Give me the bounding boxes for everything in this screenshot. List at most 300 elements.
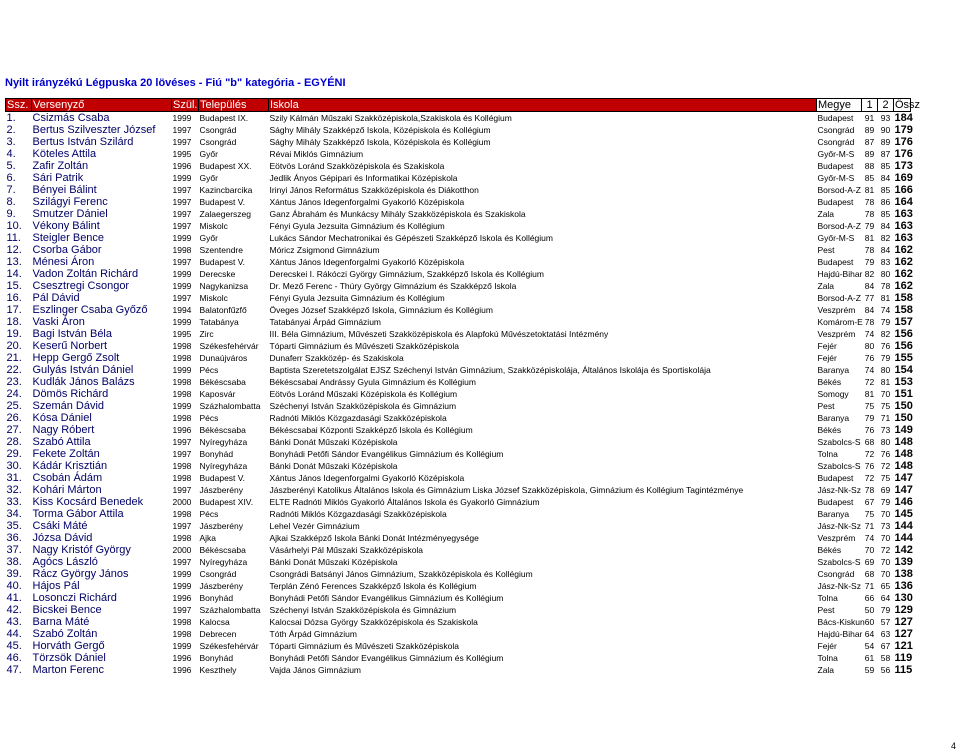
round-2-score: 85 [880,160,891,171]
round-2-score: 73 [880,521,891,532]
city: Budapest V. [199,256,246,267]
school-name: Xántus János Idegenforgalmi Gyakorló Középiskola [269,256,465,267]
table-row [6,653,911,665]
county: Budapest [817,497,854,507]
county: Veszprém [817,328,856,339]
round-2-score: 83 [880,256,891,267]
rank-cell: 11. [6,231,21,244]
county: Pest [817,400,835,411]
birth-year: 1997 [172,256,192,267]
city: Győr [199,232,218,243]
table-row [6,521,911,533]
header-line-1: 2014/2015. TANÉVI [429,1,531,13]
city: Balatonfűzfő [199,304,247,315]
round-1-score: 59 [864,665,875,676]
round-1-score: 76 [864,352,875,363]
total-score: 166 [894,183,913,196]
county: Fejér [817,352,837,363]
city: Pécs [199,364,219,375]
header-megye: Megye [817,99,862,112]
round-2-score: 84 [880,220,891,231]
total-score: 146 [894,496,913,508]
header-versenyzo: Versenyző [32,99,172,112]
total-score: 138 [894,568,913,581]
results-body [6,112,911,677]
rank-cell: 3. [6,135,16,148]
competitor-name: Eszlinger Csaba Győző [32,303,148,316]
city: Nyíregyháza [199,460,248,471]
rank-cell: 1. [6,111,16,124]
rank-cell: 13. [6,255,22,268]
header-line-4: Ács, 2014. november 08. [416,38,544,51]
competitor-name: Keserű Norbert [32,339,108,352]
county: Borsod-A-Z [817,292,861,303]
competitor-name: Csesztregi Csongor [32,279,130,292]
round-2-score: 89 [880,136,891,147]
city: Budapest V. [199,196,246,207]
rank-cell: 30. [6,459,22,472]
city: Pécs [199,412,219,423]
table-row [6,557,911,569]
competitor-name: Szilágyi Ferenc [32,195,108,208]
table-row [6,460,911,472]
school-name: Ganz Ábrahám és Munkácsy Mihály Szakközépiskola és Szakiskola [269,208,526,219]
round-1-score: 71 [864,521,875,532]
school-name: Sághy Mihály Szakképző Iskola, Középiskola és Kollégium [269,136,491,147]
school-name: Vajda János Gimnázium [269,665,361,676]
competitor-name: Bertus István Szilárd [32,135,134,148]
competitor-name: Bertus Szilveszter József [32,123,156,136]
city: Jászberény [199,581,243,592]
competitor-name: Dömös Richárd [32,387,109,400]
table-row [6,388,911,400]
table-row [6,268,911,280]
school-name: Eötvös Loránd Műszaki Középiskola és Kollégium [269,388,458,399]
round-1-score: 74 [864,328,875,339]
total-score: 142 [894,544,913,557]
school-name: Bonyhádi Petőfi Sándor Evangélikus Gimnázium és Kollégium [269,593,504,604]
round-1-score: 70 [864,545,875,556]
county: Budapest [817,112,854,123]
rank-cell: 36. [6,532,22,545]
rank-cell: 21. [6,351,22,364]
county: Zala [817,280,835,291]
county: Zala [817,665,835,676]
birth-year: 1997 [172,208,192,219]
birth-year: 1999 [172,172,192,183]
round-2-score: 79 [880,316,891,327]
competitor-name: Zafir Zoltán [32,159,89,172]
round-1-score: 72 [864,376,875,387]
county: Zala [817,208,835,219]
rank-cell: 14. [6,267,22,280]
table-row [6,328,911,340]
competitor-name: Marton Ferenc [32,664,105,677]
birth-year: 1998 [172,472,192,483]
total-score: 147 [894,483,913,496]
rank-cell: 4. [6,147,16,160]
round-2-score: 74 [880,304,891,315]
total-score: 162 [894,243,913,256]
birth-year: 1997 [172,292,192,303]
total-score: 162 [894,279,913,292]
county: Győr-M-S [817,148,855,159]
total-score: 149 [894,423,913,436]
birth-year: 1997 [172,557,192,568]
county: Csongrád [817,136,855,147]
city: Ajka [199,533,217,544]
total-score: 173 [894,159,913,172]
rank-cell: 27. [6,423,22,436]
total-score: 127 [894,628,913,641]
county: Budapest [817,256,854,267]
city: Győr [199,172,218,183]
birth-year: 1999 [172,581,192,592]
total-score: 119 [894,652,913,665]
school-name: Bánki Donát Műszaki Középiskola [269,460,398,471]
table-row [6,208,911,220]
birth-year: 1996 [172,665,192,676]
round-1-score: 75 [864,400,875,411]
total-score: 145 [894,508,913,521]
county: Baranya [817,412,850,423]
competitor-name: Agócs László [32,556,98,569]
county: Békés [817,424,842,435]
city: Budapest XIV. [199,497,254,507]
competitor-name: Horváth Gergő [32,640,105,653]
round-2-score: 70 [880,533,891,544]
round-1-score: 84 [864,280,875,291]
round-1-score: 84 [864,304,875,315]
school-name: Tatabányai Árpád Gimnázium [269,316,382,327]
birth-year: 1999 [172,268,192,279]
school-name: Tóparti Gimnázium és Művészeti Szakközépiskola [269,340,459,351]
city: Kazincbarcika [199,184,253,195]
total-score: 158 [894,291,913,304]
round-1-score: 72 [864,448,875,459]
school-name: Eötvös Loránd Szakközépiskola és Szakiskola [269,160,445,171]
round-1-score: 60 [864,617,875,628]
school-name: ELTE Radnóti Miklós Gyakorló Általános Iskola és Gyakorló Gimnázium [269,497,540,507]
competitor-name: Csizmás Csaba [32,111,110,124]
county: Fejér [817,340,837,351]
table-row [6,340,911,352]
county: Pest [817,605,835,616]
round-2-score: 64 [880,593,891,604]
rank-cell: 10. [6,219,22,232]
rank-cell: 25. [6,399,22,412]
city: Miskolc [199,220,228,231]
table-row [6,629,911,641]
county: Tolna [817,653,838,664]
table-row [6,436,911,448]
city: Jászberény [199,521,243,532]
round-1-score: 76 [864,460,875,471]
rank-cell: 33. [6,496,22,508]
round-2-score: 84 [880,172,891,183]
competitor-name: Kudlák János Balázs [32,375,135,388]
table-row [6,400,911,412]
rank-cell: 37. [6,544,22,557]
county: Fejér [817,641,837,652]
birth-year: 1994 [172,304,192,315]
birth-year: 1999 [172,232,192,243]
round-1-score: 91 [864,112,875,123]
county: Budapest [817,196,854,207]
round-1-score: 77 [864,292,875,303]
round-2-score: 72 [880,545,891,556]
round-1-score: 68 [864,569,875,580]
total-score: 156 [894,339,913,352]
round-1-score: 78 [864,244,875,255]
rank-cell: 47. [6,664,22,677]
round-1-score: 81 [864,184,875,195]
round-2-score: 87 [880,148,891,159]
city: Bonyhád [199,653,234,664]
rank-cell: 43. [6,616,22,629]
table-row [6,184,911,196]
total-score: 154 [894,363,913,376]
table-row [6,292,911,304]
county: Tolna [817,593,838,604]
city: Százhalombatta [199,605,261,616]
header-line-2: SPORTLÖVŐ DIÁKOLIMPIA® [401,13,559,26]
county: Hajdú-Bihar [817,629,863,640]
round-1-score: 81 [864,388,875,399]
county: Szabolcs-S [817,436,861,447]
table-row [6,665,911,677]
city: Nyíregyháza [199,557,248,568]
school-name: Fényi Gyula Jezsuita Gimnázium és Kollégium [269,220,445,231]
total-score: 144 [894,532,913,545]
round-1-score: 78 [864,484,875,495]
rank-cell: 41. [6,592,22,605]
table-row [6,497,911,509]
birth-year: 1999 [172,400,192,411]
round-1-score: 81 [864,232,875,243]
competitor-name: Ménesi Áron [32,255,95,268]
round-1-score: 76 [864,424,875,435]
birth-year: 1997 [172,184,192,195]
school-name: Derecskei I. Rákóczi György Gimnázium, Szakképző Iskola és Kollégium [269,268,544,279]
school-name: Széchenyi István Szakközépiskola és Gimnázium [269,605,457,616]
table-row [6,424,911,436]
county: Jász-Nk-Sz [817,581,861,592]
school-name: Sághy Mihály Szakképző Iskola, Középiskola és Kollégium [269,124,491,135]
header-ssz: Ssz. [6,99,32,112]
total-score: 162 [894,267,913,280]
round-1-score: 79 [864,220,875,231]
round-1-score: 78 [864,316,875,327]
total-score: 148 [894,435,913,448]
school-name: Fényi Gyula Jezsuita Gimnázium és Kollégium [269,292,445,303]
table-row [6,581,911,593]
round-2-score: 69 [880,484,891,495]
city: Bonyhád [199,593,234,604]
total-score: 169 [894,171,913,184]
city: Békéscsaba [199,424,246,435]
total-score: 121 [894,640,913,653]
total-score: 151 [894,387,913,400]
birth-year: 1997 [172,220,192,231]
county: Baranya [817,509,850,520]
birth-year: 2000 [172,497,192,507]
round-2-score: 86 [880,196,891,207]
city: Kalocsa [199,617,230,628]
rank-cell: 24. [6,387,22,400]
school-name: Tóparti Gimnázium és Művészeti Szakközépiskola [269,641,459,652]
table-row [6,617,911,629]
birth-year: 1998 [172,533,192,544]
school-name: Terplán Zénó Ferences Szakképző Iskola és Kollégium [269,581,477,592]
city: Zirc [199,328,214,339]
birth-year: 1998 [172,376,192,387]
table-row [6,376,911,388]
total-score: 115 [894,664,913,677]
county: Jász-Nk-Sz [817,521,861,532]
birth-year: 1999 [172,641,192,652]
round-1-score: 61 [864,653,875,664]
birth-year: 1995 [172,328,192,339]
school-name: Lehel Vezér Gimnázium [269,521,360,532]
total-score: 157 [894,315,913,328]
round-2-score: 80 [880,364,891,375]
school-name: Bánki Donát Műszaki Középiskola [269,557,398,568]
county: Csongrád [817,124,855,135]
rank-cell: 16. [6,291,22,304]
rank-cell: 20. [6,339,22,352]
table-row [6,352,911,364]
rank-cell: 28. [6,435,22,448]
competitor-name: Steigler Bence [32,231,105,244]
competitor-name: Bényei Bálint [32,183,97,196]
total-score: 130 [894,592,913,605]
school-name: Irinyi János Református Szakközépiskola és Diákotthon [269,184,479,195]
birth-year: 1998 [172,629,192,640]
round-2-score: 93 [880,112,891,123]
round-2-score: 75 [880,400,891,411]
city: Békéscsaba [199,376,246,387]
round-1-score: 66 [864,593,875,604]
rank-cell: 6. [6,171,16,184]
rank-cell: 8. [6,195,16,208]
rank-cell: 15. [6,279,22,292]
county: Baranya [817,364,850,375]
round-2-score: 85 [880,184,891,195]
total-score: 179 [894,123,913,136]
birth-year: 1998 [172,617,192,628]
total-score: 155 [894,351,913,364]
round-1-score: 78 [864,196,875,207]
round-1-score: 68 [864,436,875,447]
competitor-name: Fekete Zoltán [32,447,100,460]
table-row [6,220,911,232]
round-1-score: 67 [864,497,875,507]
competitor-name: Vékony Bálint [32,219,100,232]
city: Nagykanizsa [199,280,249,291]
competitor-name: Kádár Krisztián [32,459,108,472]
rank-cell: 23. [6,375,22,388]
total-score: 163 [894,219,913,232]
birth-year: 1998 [172,460,192,471]
header-telepules: Település [199,99,269,112]
table-row [6,545,911,557]
page-number: 4 [950,741,956,751]
county: Győr-M-S [817,232,855,243]
city: Százhalombatta [199,400,261,411]
round-1-score: 80 [864,340,875,351]
competitor-name: Szabó Attila [32,435,91,448]
city: Csongrád [199,124,237,135]
competitor-name: Csobán Ádám [32,471,103,484]
round-2-score: 76 [880,448,891,459]
county: Győr-M-S [817,172,855,183]
county: Szabolcs-S [817,557,861,568]
total-score: 144 [894,520,913,533]
table-row [6,641,911,653]
total-score: 163 [894,207,913,220]
round-2-score: 80 [880,268,891,279]
round-1-score: 87 [864,136,875,147]
round-1-score: 50 [864,605,875,616]
total-score: 164 [894,195,913,208]
table-row [6,148,911,160]
county: Borsod-A-Z [817,220,861,231]
round-2-score: 85 [880,208,891,219]
rank-cell: 42. [6,604,22,617]
round-2-score: 57 [880,617,891,628]
rank-cell: 9. [6,207,16,220]
table-row [6,484,911,496]
table-header-row [6,99,911,112]
round-1-score: 82 [864,268,875,279]
competitor-name: Gulyás István Dániel [32,363,134,376]
round-1-score: 85 [864,172,875,183]
city: Kaposvár [199,388,236,399]
table-row [6,244,911,256]
rank-cell: 40. [6,580,22,593]
competitor-name: Bagi István Béla [32,327,112,340]
round-2-score: 70 [880,388,891,399]
county: Veszprém [817,533,856,544]
school-name: Bonyhádi Petőfi Sándor Evangélikus Gimnázium és Kollégium [269,653,504,664]
school-name: Dunaferr Szakközép- és Szakiskola [269,352,404,363]
rank-cell: 26. [6,411,22,424]
birth-year: 1996 [172,653,192,664]
round-1-score: 69 [864,557,875,568]
school-name: Bánki Donát Műszaki Középiskola [269,436,398,447]
round-1-score: 78 [864,208,875,219]
table-row [6,364,911,376]
birth-year: 1997 [172,196,192,207]
round-2-score: 63 [880,629,891,640]
county: Pest [817,244,835,255]
total-score: 162 [894,255,913,268]
header-line-3: ORSZÁGOS DÖNTŐ [425,25,535,38]
city: Székesfehérvár [199,641,259,652]
total-score: 176 [894,135,913,148]
competitor-name: Kiss Kocsárd Benedek [32,496,144,508]
round-1-score: 74 [864,364,875,375]
city: Zalaegerszeg [199,208,252,219]
round-1-score: 74 [864,533,875,544]
competitor-name: Nagy Kristóf György [32,544,131,557]
table-row [6,172,911,184]
rank-cell: 5. [6,159,16,172]
birth-year: 1999 [172,280,192,291]
table-row [6,280,911,292]
competitor-name: Kósa Dániel [32,411,92,424]
